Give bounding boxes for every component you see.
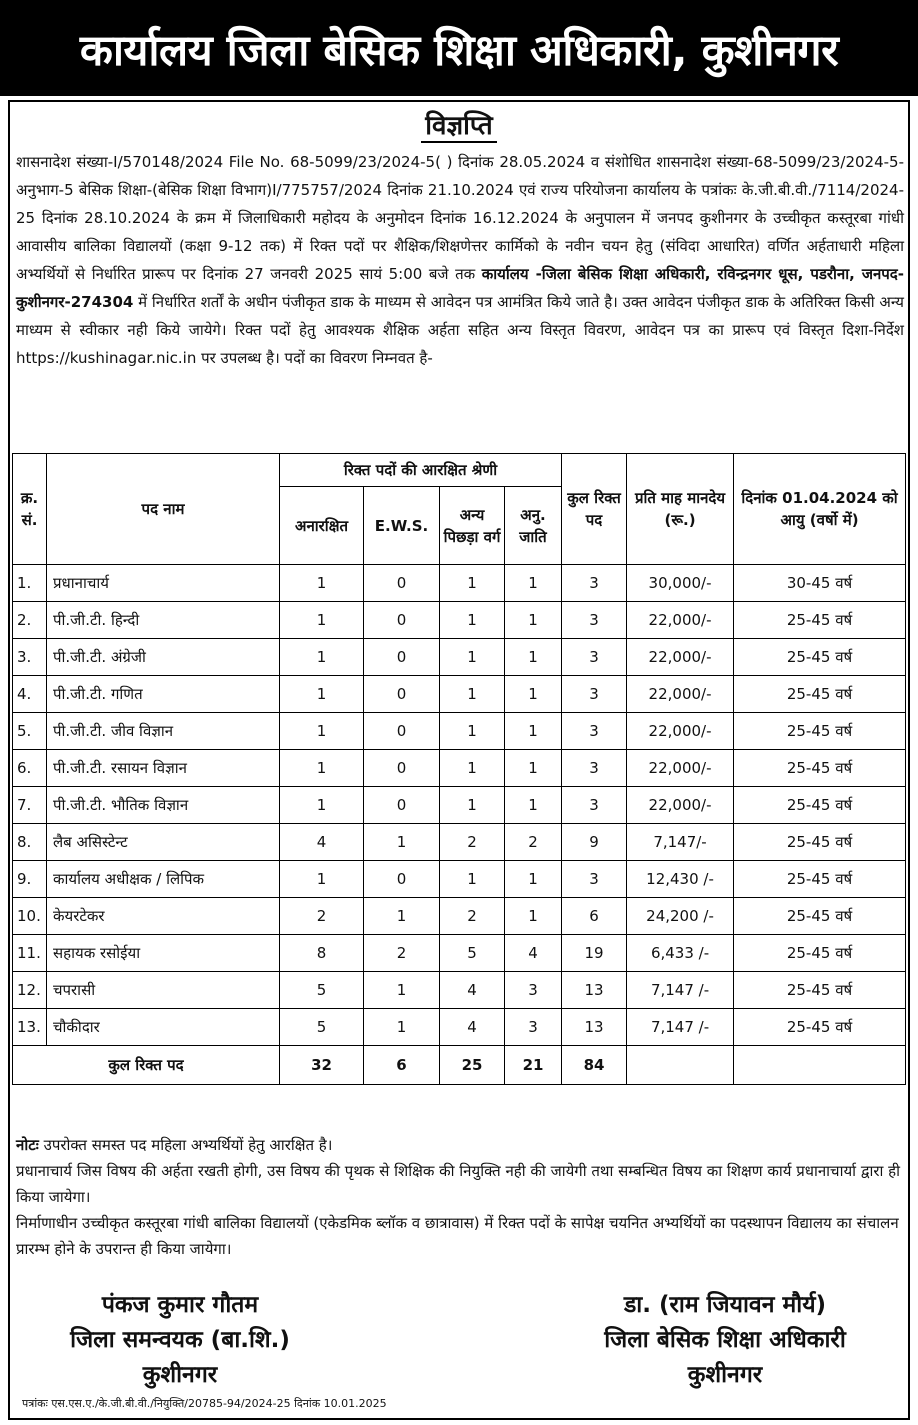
cell-obc: 1 (440, 750, 505, 787)
cell-general: 1 (280, 676, 364, 713)
cell-ews: 2 (364, 935, 440, 972)
table-row (13, 1009, 906, 1046)
header-ews: E.W.S. (364, 487, 440, 565)
cell-ews: 0 (364, 861, 440, 898)
table-row (13, 787, 906, 824)
cell-age: 25-45 वर्ष (734, 713, 906, 750)
note-text-1: उपरोक्त समस्त पद महिला अभ्यर्थियों हेतु आरक्षित है। (43, 1136, 333, 1154)
signatory-left-name: पंकज कुमार गौतम (101, 1292, 259, 1318)
header-age: दिनांक 01.04.2024 को आयु (वर्षो में) (734, 454, 906, 565)
cell-sc: 1 (505, 750, 562, 787)
notice-title-text: विज्ञप्ति (421, 111, 496, 143)
cell-sc: 1 (505, 676, 562, 713)
cell-honorarium: 7,147 /- (627, 1009, 734, 1046)
total-ews: 6 (364, 1046, 440, 1085)
cell-sc: 1 (505, 565, 562, 602)
cell-age: 25-45 वर्ष (734, 750, 906, 787)
total-empty-1 (627, 1046, 734, 1085)
cell-ews: 1 (364, 972, 440, 1009)
signatory-left-designation: जिला समन्वयक (बा.शि.) (70, 1327, 290, 1353)
cell-sc: 1 (505, 713, 562, 750)
cell-obc: 1 (440, 787, 505, 824)
header-reserved-group: रिक्त पदों की आरक्षित श्रेणी (280, 454, 562, 487)
cell-sn: 11. (13, 935, 47, 972)
cell-sn: 8. (13, 824, 47, 861)
cell-post: चौकीदार (47, 1009, 280, 1046)
office-address: कार्यालय -जिला बेसिक शिक्षा अधिकारी, रविन्द्रनगर धूस, पडरौना, जनपद-कुशीनगर-274304 (16, 265, 904, 311)
notes-section (16, 1132, 908, 1262)
cell-honorarium: 7,147 /- (627, 972, 734, 1009)
cell-obc: 4 (440, 1009, 505, 1046)
cell-age: 30-45 वर्ष (734, 565, 906, 602)
cell-ews: 0 (364, 713, 440, 750)
cell-total: 6 (562, 898, 627, 935)
cell-post: पी.जी.टी. रसायन विज्ञान (47, 750, 280, 787)
cell-sc: 1 (505, 898, 562, 935)
cell-honorarium: 6,433 /- (627, 935, 734, 972)
cell-obc: 2 (440, 898, 505, 935)
table-row (13, 676, 906, 713)
table-row (13, 602, 906, 639)
cell-obc: 5 (440, 935, 505, 972)
total-label: कुल रिक्त पद (13, 1046, 280, 1085)
cell-sn: 2. (13, 602, 47, 639)
header-post: पद नाम (47, 454, 280, 565)
cell-total: 3 (562, 602, 627, 639)
cell-sc: 2 (505, 824, 562, 861)
cell-sc: 3 (505, 972, 562, 1009)
cell-general: 1 (280, 861, 364, 898)
cell-post: पी.जी.टी. अंग्रेजी (47, 639, 280, 676)
cell-general: 1 (280, 750, 364, 787)
cell-ews: 1 (364, 824, 440, 861)
total-empty-2 (734, 1046, 906, 1085)
signatory-right-name: डा. (राम जियावन मौर्य) (623, 1292, 827, 1318)
cell-total: 3 (562, 787, 627, 824)
cell-honorarium: 22,000/- (627, 750, 734, 787)
cell-sc: 4 (505, 935, 562, 972)
cell-honorarium: 22,000/- (627, 602, 734, 639)
posts-table (12, 453, 906, 1085)
body-text-1: शासनादेश संख्या-I/570148/2024 File No. 68-5099/23/2024-5( ) दिनांक 28.05.2024 व संशोधित शासनादेश संख्या-68-5099/23/2024-5-अनुभाग-5 बेसिक शिक्षा-(बेसिक शिक्षा विभाग)I/775757/2024 दिनांक 21.10.2024 एवं राज्य परियोजना कार्यालय के पत्रांकः के.जी.बी.वी./7114/2024-25 दिनांक 28.10.2024 के क्रम में जिलाधिकारी महोदय के अनुमोदन दिनांक 16.12.2024 के अनुपालन में जनपद कुशीनगर के उच्चीकृत कस्तूरबा गांधी आवासीय बालिका विद्यालयों (कक्षा 9-12 तक) में रिक्त पदों पर शैक्षिक/शिक्षणेत्तर कार्मिको के नवीन चयन हेतु (संविदा आधारित) वर्णित अर्हताधारी महिला अभ्यर्थियों से निर्धारित प्रारूप पर दिनांक 27 जनवरी 2025 सायं 5:00 बजे तक (16, 153, 904, 283)
cell-ews: 0 (364, 676, 440, 713)
cell-general: 4 (280, 824, 364, 861)
cell-age: 25-45 वर्ष (734, 935, 906, 972)
cell-obc: 4 (440, 972, 505, 1009)
cell-sn: 9. (13, 861, 47, 898)
cell-sn: 5. (13, 713, 47, 750)
note-line-1 (16, 1132, 908, 1158)
total-sc: 21 (505, 1046, 562, 1085)
cell-sn: 13. (13, 1009, 47, 1046)
cell-post: पी.जी.टी. भौतिक विज्ञान (47, 787, 280, 824)
cell-general: 1 (280, 639, 364, 676)
note-line-2: प्रधानाचार्य जिस विषय की अर्हता रखती होगी, उस विषय की पृथक से शिक्षिक की नियुक्ति नही की जायेगी तथा सम्बन्धित विषय का शिक्षण कार्य प्रधानाचार्या द्वारा ही किया जायेगा। (16, 1162, 900, 1206)
cell-age: 25-45 वर्ष (734, 824, 906, 861)
table-row (13, 565, 906, 602)
cell-sn: 12. (13, 972, 47, 1009)
cell-post: प्रधानाचार्य (47, 565, 280, 602)
cell-sc: 3 (505, 1009, 562, 1046)
cell-sn: 10. (13, 898, 47, 935)
cell-obc: 1 (440, 565, 505, 602)
cell-honorarium: 22,000/- (627, 639, 734, 676)
cell-age: 25-45 वर्ष (734, 602, 906, 639)
cell-total: 19 (562, 935, 627, 972)
cell-sc: 1 (505, 861, 562, 898)
cell-total: 3 (562, 639, 627, 676)
cell-obc: 1 (440, 861, 505, 898)
header-sc: अनु. जाति (505, 487, 562, 565)
cell-sn: 4. (13, 676, 47, 713)
signature-left (20, 1288, 340, 1393)
cell-post: चपरासी (47, 972, 280, 1009)
signature-right (560, 1288, 890, 1393)
table-row (13, 898, 906, 935)
table-row (13, 935, 906, 972)
cell-age: 25-45 वर्ष (734, 972, 906, 1009)
cell-sn: 6. (13, 750, 47, 787)
cell-obc: 1 (440, 713, 505, 750)
cell-honorarium: 22,000/- (627, 676, 734, 713)
cell-honorarium: 24,200 /- (627, 898, 734, 935)
notice-body (16, 148, 904, 372)
header-honorarium: प्रति माह मानदेय (रू.) (627, 454, 734, 565)
note-line-3: निर्माणाधीन उच्चीकृत कस्तूरबा गांधी बालिका विद्यालयों (एकेडमिक ब्लॉक व छात्रावास) में रिक्त पदों के सापेक्ष चयनित अभ्यर्थियों का पदस्थापन विद्यालय का संचालन प्रारम्भ होने के उपरान्त ही किया जायेगा। (16, 1214, 899, 1258)
cell-age: 25-45 वर्ष (734, 787, 906, 824)
cell-age: 25-45 वर्ष (734, 898, 906, 935)
cell-total: 3 (562, 750, 627, 787)
header-general: अनारक्षित (280, 487, 364, 565)
cell-post: पी.जी.टी. हिन्दी (47, 602, 280, 639)
total-obc: 25 (440, 1046, 505, 1085)
total-row (13, 1046, 906, 1085)
cell-total: 3 (562, 861, 627, 898)
cell-general: 2 (280, 898, 364, 935)
cell-ews: 1 (364, 898, 440, 935)
cell-obc: 1 (440, 639, 505, 676)
cell-honorarium: 22,000/- (627, 787, 734, 824)
cell-ews: 0 (364, 602, 440, 639)
table-row (13, 750, 906, 787)
cell-general: 8 (280, 935, 364, 972)
cell-sn: 3. (13, 639, 47, 676)
cell-general: 1 (280, 787, 364, 824)
cell-post: केयरटेकर (47, 898, 280, 935)
cell-sn: 7. (13, 787, 47, 824)
cell-general: 1 (280, 602, 364, 639)
cell-total: 9 (562, 824, 627, 861)
cell-ews: 0 (364, 787, 440, 824)
cell-honorarium: 7,147/- (627, 824, 734, 861)
cell-ews: 0 (364, 639, 440, 676)
cell-sc: 1 (505, 639, 562, 676)
cell-general: 5 (280, 1009, 364, 1046)
cell-sc: 1 (505, 787, 562, 824)
cell-general: 1 (280, 713, 364, 750)
table-row (13, 861, 906, 898)
cell-ews: 0 (364, 750, 440, 787)
cell-sc: 1 (505, 602, 562, 639)
cell-post: कार्यालय अधीक्षक / लिपिक (47, 861, 280, 898)
cell-sn: 1. (13, 565, 47, 602)
cell-general: 1 (280, 565, 364, 602)
header-sn: क्र. सं. (13, 454, 47, 565)
header-total: कुल रिक्त पद (562, 454, 627, 565)
cell-total: 13 (562, 1009, 627, 1046)
signatory-right-place: कुशीनगर (687, 1362, 763, 1388)
cell-post: पी.जी.टी. गणित (47, 676, 280, 713)
cell-ews: 0 (364, 565, 440, 602)
table-row (13, 639, 906, 676)
cell-age: 25-45 वर्ष (734, 1009, 906, 1046)
body-text-2: में निर्धारित शर्तों के अधीन पंजीकृत डाक के माध्यम से आवेदन पत्र आमंत्रित किये जाते है। उक्त आवेदन पंजीकृत डाक के अतिरिक्त किसी अन्य माध्यम से स्वीकार नही किये जायेगे। रिक्त पदों हेतु आवश्यक शैक्षिक अर्हता सहित अन्य विस्तृत विवरण, आवेदन पत्र का प्रारूप एवं विस्तृत दिशा-निर्देश https://kushinagar.nic.in पर उपलब्ध है। पदों का विवरण निम्नवत है- (16, 293, 904, 367)
reference-footer: पत्रांकः एस.एस.ए./के.जी.बी.वी./नियुक्ति/20785-94/2024-25 दिनांक 10.01.2025 (22, 1397, 387, 1410)
cell-obc: 1 (440, 602, 505, 639)
table-row (13, 713, 906, 750)
cell-obc: 1 (440, 676, 505, 713)
cell-age: 25-45 वर्ष (734, 676, 906, 713)
cell-ews: 1 (364, 1009, 440, 1046)
cell-honorarium: 30,000/- (627, 565, 734, 602)
table-row (13, 824, 906, 861)
cell-total: 3 (562, 713, 627, 750)
header-obc: अन्य पिछड़ा वर्ग (440, 487, 505, 565)
signatory-right-designation: जिला बेसिक शिक्षा अधिकारी (604, 1327, 846, 1353)
cell-honorarium: 12,430 /- (627, 861, 734, 898)
note-label: नोटः (16, 1136, 39, 1154)
cell-obc: 2 (440, 824, 505, 861)
cell-age: 25-45 वर्ष (734, 861, 906, 898)
cell-general: 5 (280, 972, 364, 1009)
cell-honorarium: 22,000/- (627, 713, 734, 750)
cell-age: 25-45 वर्ष (734, 639, 906, 676)
cell-total: 3 (562, 565, 627, 602)
notice-title (0, 106, 918, 142)
office-header: कार्यालय जिला बेसिक शिक्षा अधिकारी, कुशीनगर (0, 0, 918, 96)
total-general: 32 (280, 1046, 364, 1085)
cell-total: 3 (562, 676, 627, 713)
total-posts: 84 (562, 1046, 627, 1085)
signatory-left-place: कुशीनगर (142, 1362, 218, 1388)
cell-post: लैब असिस्टेन्ट (47, 824, 280, 861)
cell-total: 13 (562, 972, 627, 1009)
cell-post: सहायक रसोईया (47, 935, 280, 972)
table-row (13, 972, 906, 1009)
cell-post: पी.जी.टी. जीव विज्ञान (47, 713, 280, 750)
